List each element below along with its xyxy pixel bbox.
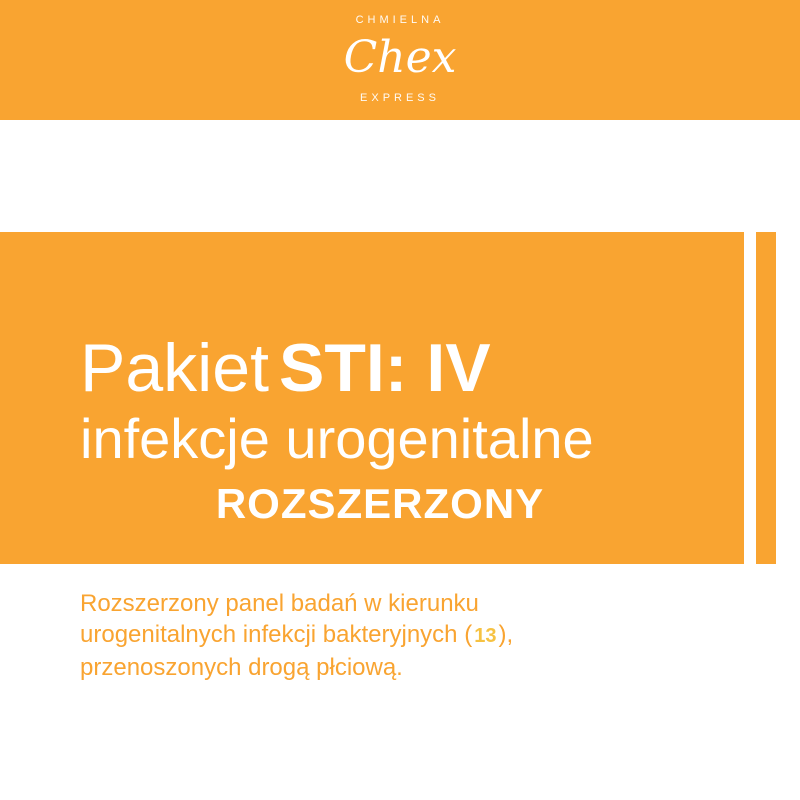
white-separator [0, 120, 800, 232]
title-line-3: ROZSZERZONY [215, 480, 545, 527]
description-comma: , [506, 621, 514, 648]
title-line-2: infekcje urogenitalne [80, 407, 594, 470]
description-paren-close: ) [498, 621, 507, 648]
description-paren-open: ( [464, 621, 473, 648]
logo-arc-top-text: CHMIELNA [355, 14, 445, 26]
brand-logo [0, 0, 800, 120]
title-band-right-edge [776, 232, 800, 564]
title-band-accent-stripe [756, 232, 776, 564]
test-count-badge: 13 [474, 625, 497, 647]
description-part-3: przenoszonych drogą płciową. [80, 654, 403, 681]
description-part-2: urogenitalnych infekcji bakteryjnych [80, 621, 458, 648]
page-title [80, 330, 730, 530]
title-band-gap [744, 232, 756, 564]
description-part-1: Rozszerzony panel badań w kierunku [80, 590, 479, 617]
title-line-1 [80, 330, 730, 406]
title-code: STI: IV [279, 330, 491, 406]
package-description [80, 588, 720, 683]
logo-graphic [320, 8, 480, 112]
title-band [0, 232, 800, 564]
title-prefix: Pakiet [80, 330, 269, 406]
logo-arc-bottom-text: EXPRESS [360, 92, 440, 104]
logo-wordmark: Chex [343, 32, 457, 83]
